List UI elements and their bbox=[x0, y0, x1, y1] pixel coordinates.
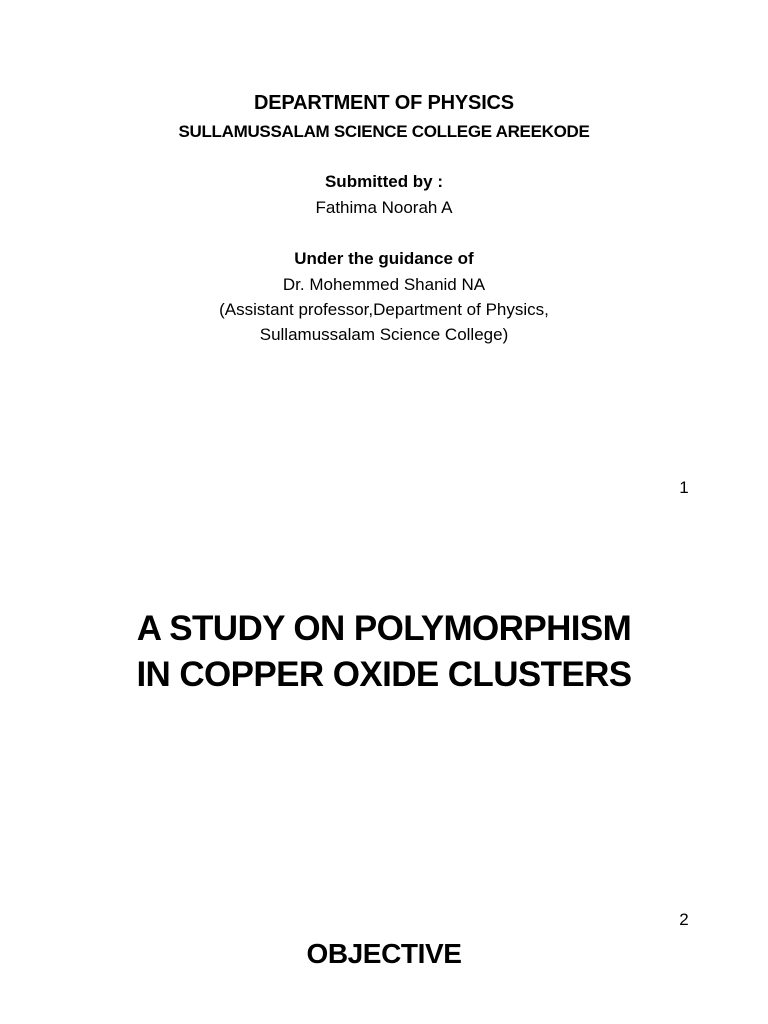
main-title-line-1: A STUDY ON POLYMORPHISM bbox=[136, 609, 632, 648]
page-number-2: 2 bbox=[679, 910, 689, 929]
main-title-line-2: IN COPPER OXIDE CLUSTERS bbox=[136, 655, 632, 694]
guide-role: (Assistant professor,Department of Physics, bbox=[219, 300, 549, 319]
slide-2 bbox=[0, 510, 768, 940]
college-name: SULLAMUSSALAM SCIENCE COLLEGE AREEKODE bbox=[178, 122, 590, 141]
submitted-by-label: Submitted by : bbox=[324, 172, 444, 191]
department-title: DEPARTMENT OF PHYSICS bbox=[254, 92, 514, 114]
objective-heading: OBJECTIVE bbox=[306, 938, 462, 969]
main-title bbox=[0, 606, 768, 698]
slide-1 bbox=[0, 0, 768, 510]
guide-name: Dr. Mohemmed Shanid NA bbox=[282, 275, 486, 294]
guide-college: Sullamussalam Science College) bbox=[259, 325, 509, 344]
page-number-1: 1 bbox=[679, 478, 689, 497]
guidance-label: Under the guidance of bbox=[294, 249, 474, 268]
student-name: Fathima Noorah A bbox=[315, 198, 453, 217]
